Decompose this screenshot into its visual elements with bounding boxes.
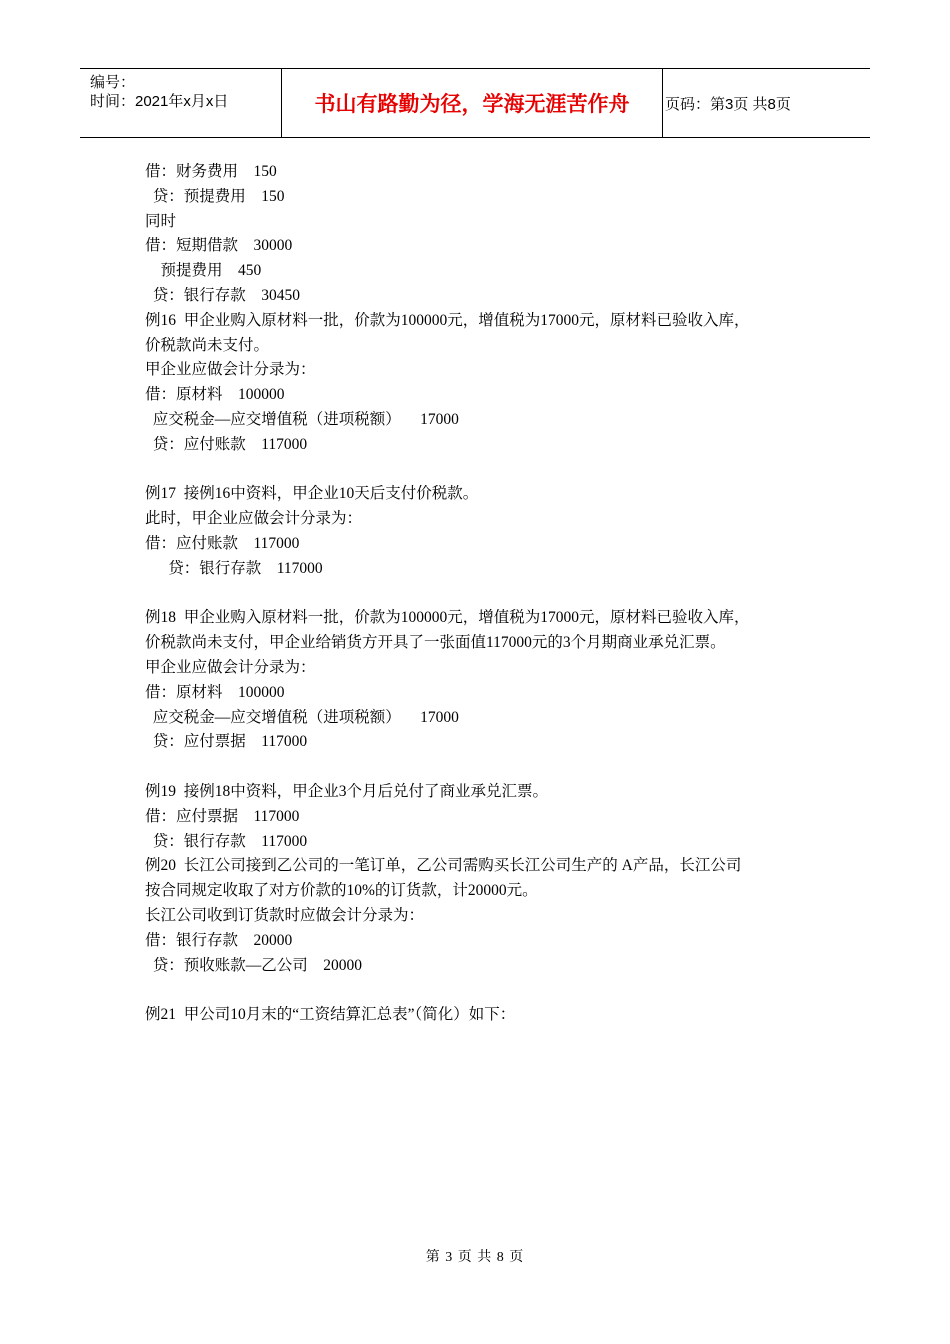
header-page-info: 页码：第3页 共8页 bbox=[665, 95, 791, 113]
text-line: 借：原材料 100000 bbox=[145, 683, 285, 701]
text-line: 应交税金—应交增值税（进项税额） 17000 bbox=[145, 708, 459, 726]
blank-line bbox=[145, 458, 825, 483]
text-line: 借：应付账款 117000 bbox=[145, 534, 300, 552]
document-time-label: 时间：2021年x月x日 bbox=[90, 93, 229, 110]
text-line: 例19 接例18中资料，甲企业3个月后兑付了商业承兑汇票。 bbox=[145, 782, 549, 800]
text-line: 贷：预收账款—乙公司 20000 bbox=[145, 956, 363, 974]
text-line: 按合同规定收取了对方价款的10%的订货款，计20000元。 bbox=[145, 882, 538, 900]
text-line: 借：银行存款 20000 bbox=[145, 931, 293, 949]
text-line: 此时，甲企业应做会计分录为： bbox=[145, 510, 363, 528]
header-motto: 书山有路勤为径，学海无涯苦作舟 bbox=[281, 69, 663, 137]
text-line: 同时 bbox=[145, 212, 177, 230]
text-line: 甲企业应做会计分录为： bbox=[145, 658, 316, 676]
document-body bbox=[145, 160, 825, 1028]
text-line: 预提费用 450 bbox=[145, 262, 262, 280]
blank-line bbox=[145, 978, 825, 1003]
page-footer: 第 3 页 共 8 页 bbox=[425, 1250, 525, 1265]
header-meta bbox=[80, 69, 280, 137]
text-line: 价税款尚未支付。 bbox=[145, 336, 270, 354]
text-line: 例16 甲企业购入原材料一批，价款为100000元，增值税为17000元，原材料已验收入库， bbox=[145, 311, 750, 329]
text-line: 贷：应付账款 117000 bbox=[145, 435, 308, 453]
text-line: 例21 甲公司10月末的“工资结算汇总表”（简化）如下： bbox=[145, 1006, 516, 1024]
blank-line bbox=[145, 582, 825, 607]
text-line: 长江公司收到订货款时应做会计分录为： bbox=[145, 906, 425, 924]
text-line: 借：短期借款 30000 bbox=[145, 237, 293, 255]
blank-line bbox=[145, 755, 825, 780]
text-line: 贷：预提费用 150 bbox=[145, 187, 285, 205]
text-line: 借：原材料 100000 bbox=[145, 386, 285, 404]
document-number-label: 编号： bbox=[90, 74, 136, 91]
page-header bbox=[80, 68, 870, 138]
text-line: 贷：银行存款 117000 bbox=[145, 832, 308, 850]
text-line: 贷：银行存款 30450 bbox=[145, 286, 301, 304]
text-line: 例20 长江公司接到乙公司的一笔订单，乙公司需购买长江公司生产的 A产品，长江公司 bbox=[145, 857, 742, 875]
text-line: 价税款尚未支付，甲企业给销货方开具了一张面值117000元的3个月期商业承兑汇票。 bbox=[145, 634, 726, 652]
text-line: 甲企业应做会计分录为： bbox=[145, 361, 316, 379]
text-line: 例18 甲企业购入原材料一批，价款为100000元，增值税为17000元，原材料已验收入库， bbox=[145, 609, 750, 627]
text-line: 贷：银行存款 117000 bbox=[145, 559, 323, 577]
text-line: 例17 接例16中资料，甲企业10天后支付价税款。 bbox=[145, 485, 479, 503]
text-line: 借：财务费用 150 bbox=[145, 163, 277, 180]
text-line: 贷：应付票据 117000 bbox=[145, 733, 308, 751]
text-line: 借：应付票据 117000 bbox=[145, 807, 300, 825]
text-line: 应交税金—应交增值税（进项税额） 17000 bbox=[145, 410, 459, 428]
